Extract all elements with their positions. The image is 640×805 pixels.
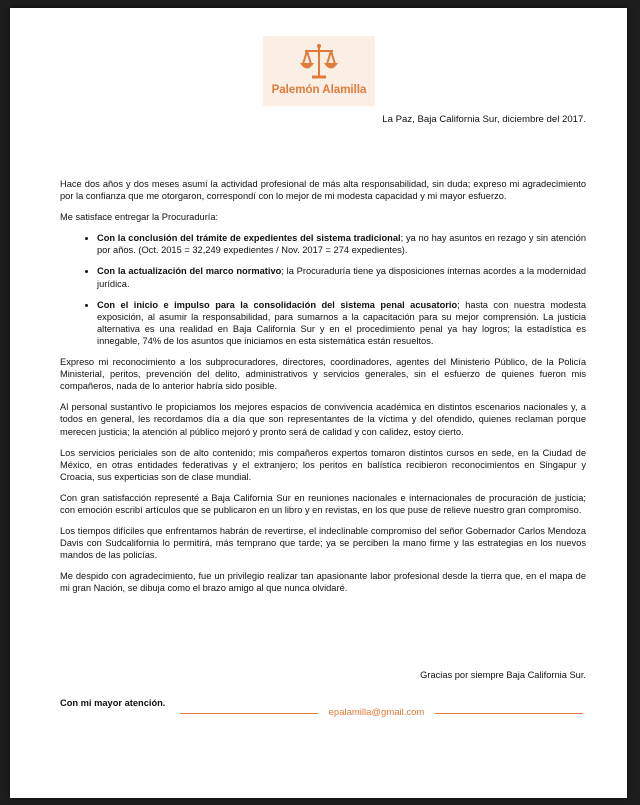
achievements-list: [60, 232, 586, 347]
scales-of-justice-icon: [299, 42, 339, 82]
closing-line: Gracias por siempre Baja California Sur.: [420, 670, 586, 680]
letter-page: [10, 8, 627, 798]
personal-paragraph: Al personal sustantivo le propiciamos los mejores espacios de convivencia académica en distintos escenarios nacionales y, a todos en general, les recordamos día a día que son representantes de la víctima y del ofendido, quienes reclaman porque merecen justicia; la atención al público mejoró y pronto será de calidad y con calidez, estoy cierto.: [60, 402, 586, 437]
tiempos-paragraph: Los tiempos difíciles que enfrentamos habrán de revertirse, el indeclinable compromiso del señor Gobernador Carlos Mendoza Davis con Sudcalifornia lo permitirá, más temprano que tarde; ya se perciben la mano firme y las estrategias en los nuevos mandos de las policías.: [60, 526, 586, 561]
footer-email: epalamilla@gmail.com: [328, 707, 425, 718]
bullet-bold: Con la conclusión del trámite de expedientes del sistema tradicional: [97, 233, 401, 244]
lead-paragraph: Me satisface entregar la Procuraduría:: [60, 212, 219, 223]
bullet-text: ; la Procuraduría tiene ya disposiciones internas acordes a la modernidad jurídica.: [97, 266, 587, 289]
intro-paragraph: Hace dos años y dos meses asumí la actividad profesional de más alta responsabilidad, sin duda; expreso mi agradecimiento por la confianza que me otorgaron, correspondí con lo mejor de mi modesta capacidad y mi mayor esfuerzo.: [60, 179, 586, 202]
reconocimiento-paragraph: Expreso mi reconocimiento a los subprocuradores, directores, coordinadores, agentes del Ministerio Público, de la Policía Ministerial, peritos, prevención del delito, administrativos y servicios generales, sin el esfuerzo de quienes fueron mis compañeros, nada de lo anterior habría sido posible.: [60, 357, 586, 392]
bullet-bold: Con la actualización del marco normativo: [97, 266, 282, 277]
footer: [60, 707, 583, 721]
despido-paragraph: Me despido con agradecimiento, fue un privilegio realizar tan apasionante labor profesional desde la tierra que, en el mapa de mi gran Nación, se dibuja como el brazo amigo al que nunca olvidaré.: [60, 571, 586, 594]
logo: [263, 36, 375, 106]
bullet-text: ; hasta con nuestra modesta exposición, al asumir la responsabilidad, para sumarnos a la capacitación para su mejor comprensión. La justicia alternativa es una realidad en Baja California Sur y en el procedimiento penal ya hay logros; la estadística es innegable, 74% de los asuntos que iniciamos en esta sistemática están resueltos.: [97, 299, 586, 346]
periciales-paragraph: Los servicios periciales son de alto contenido; mis compañeros expertos tomaron distintos cursos en sede, en la Ciudad de México, en otras entidades federativas y el extranjero; los peritos en balística recibieron reconocimientos en Singapur y Croacia, sus experticias son de clase mundial.: [60, 447, 586, 482]
date-line: La Paz, Baja California Sur, diciembre del 2017.: [382, 114, 586, 125]
letter-body: [60, 178, 586, 604]
attention-line: Con mi mayor atención.: [60, 698, 166, 708]
list-item: [97, 265, 586, 289]
footer-divider-left: [180, 713, 318, 714]
list-item: [97, 299, 586, 347]
footer-divider-right: [435, 713, 583, 714]
logo-name: Palemón Alamilla: [271, 84, 367, 96]
bullet-bold: Con el inicio e impulso para la consolidación del sistema penal acusatorio: [97, 299, 458, 310]
satisfaccion-paragraph: Con gran satisfacción representé a Baja California Sur en reuniones nacionales e internacionales de procuración de justicia; con emoción escribí artículos que se publicaron en un libro y en revistas, en los que puse de relieve nuestro gran compromiso.: [60, 492, 586, 515]
list-item: [97, 232, 586, 256]
bullet-text: ; ya no hay asuntos en rezago y sin atención por años. (Oct. 2015 = 32,249 expedientes / Nov. 2017 = 274 expedientes).: [97, 233, 586, 256]
